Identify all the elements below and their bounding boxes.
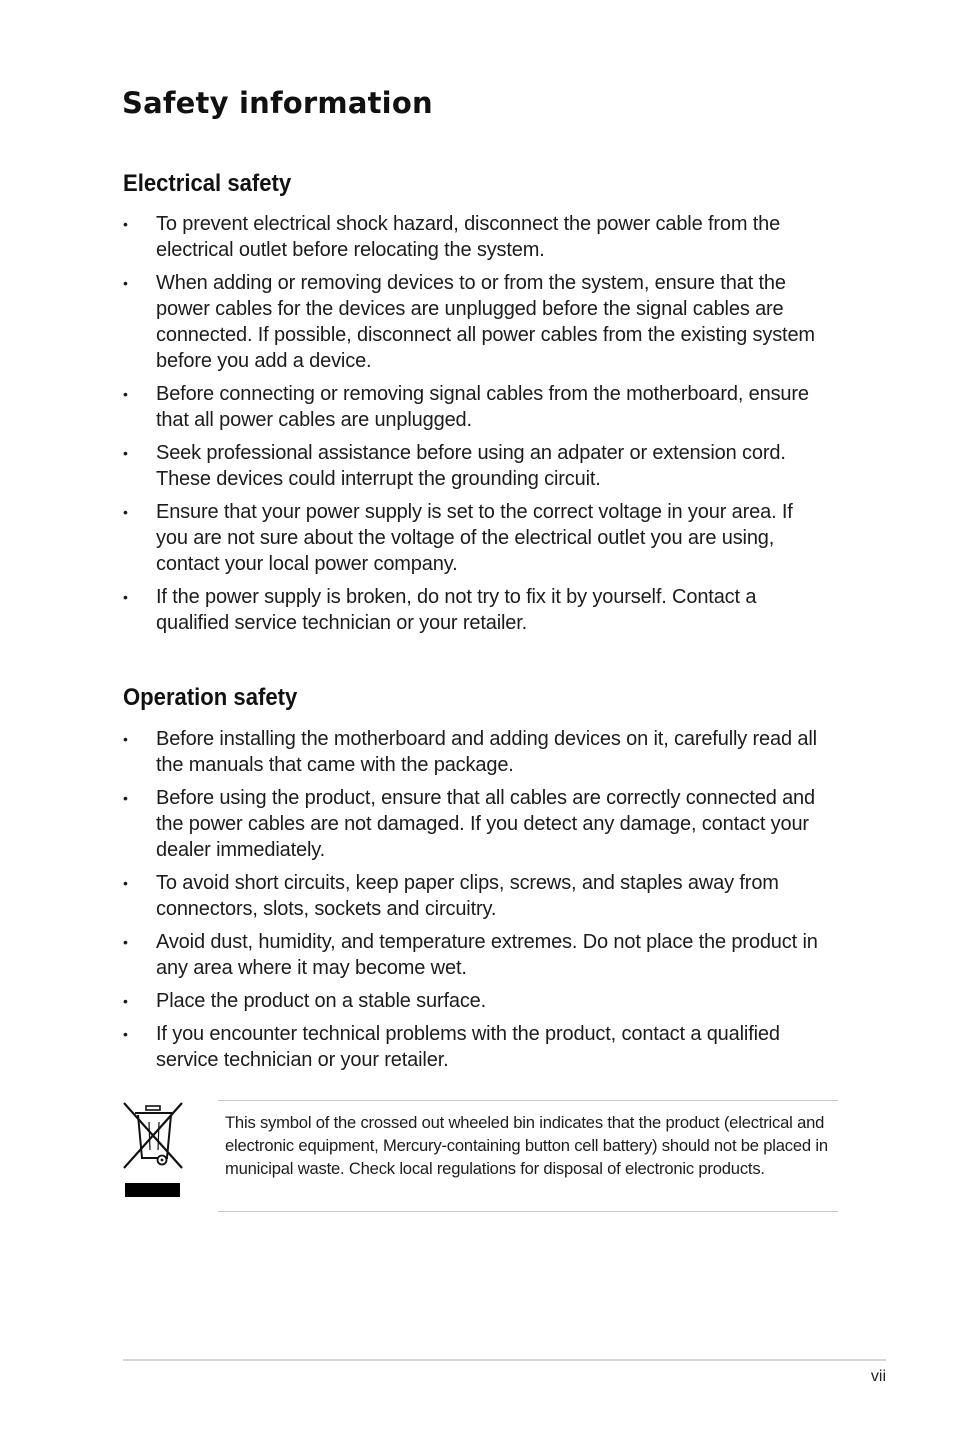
list-item [123, 1021, 823, 1073]
bullet-icon: • [123, 504, 128, 520]
disposal-notice-text: This symbol of the crossed out wheeled bin indicates that the product (electrical and electronic equipment, Mercury-containing button cell battery) should not be placed in municipal waste. Check local regulations for disposal of electronic products. [225, 1113, 828, 1178]
electrical-safety-heading: Electrical safety [123, 170, 292, 197]
list-item-text: Before using the product, ensure that all cables are correctly connected and the power cables are not damaged. If you detect any damage, contact your dealer immediately. [156, 787, 816, 861]
disposal-notice [218, 1100, 838, 1212]
crossed-out-wheeled-bin-icon [122, 1100, 184, 1198]
list-item-text: To avoid short circuits, keep paper clips, screws, and staples away from connectors, slots, sockets and circuitry. [156, 872, 779, 920]
bullet-icon: • [123, 445, 128, 461]
list-item-text: If the power supply is broken, do not try to fix it by yourself. Contact a qualified service technician or your retailer. [156, 586, 757, 634]
electrical-safety-list [123, 211, 823, 643]
list-item [123, 726, 823, 778]
list-item-text: When adding or removing devices to or from the system, ensure that the power cables for the devices are unplugged before the signal cables are connected. If possible, disconnect all power cables from the existing system before you add a device. [156, 272, 815, 372]
list-item [123, 584, 823, 636]
list-item-text: Seek professional assistance before using an adpater or extension cord. These devices could interrupt the grounding circuit. [156, 442, 786, 490]
operation-safety-heading: Operation safety [123, 684, 298, 711]
list-item [123, 270, 823, 374]
list-item [123, 440, 823, 492]
list-item-text: Before installing the motherboard and adding devices on it, carefully read all the manuals that came with the package. [156, 728, 817, 776]
bullet-icon: • [123, 216, 128, 232]
bullet-icon: • [123, 790, 128, 806]
bullet-icon: • [123, 934, 128, 950]
footer-divider [123, 1359, 886, 1361]
list-item-text: Avoid dust, humidity, and temperature extremes. Do not place the product in any area where it may become wet. [156, 931, 818, 979]
list-item-text: Ensure that your power supply is set to the correct voltage in your area. If you are not sure about the voltage of the electrical outlet you are using, contact your local power company. [156, 501, 793, 575]
bullet-icon: • [123, 386, 128, 402]
bullet-icon: • [123, 275, 128, 291]
page-title: Safety information [122, 86, 433, 120]
list-item [123, 929, 823, 981]
bullet-icon: • [123, 589, 128, 605]
bullet-icon: • [123, 1026, 128, 1042]
list-item [123, 211, 823, 263]
list-item-text: To prevent electrical shock hazard, disconnect the power cable from the electrical outlet before relocating the system. [156, 213, 781, 261]
list-item [123, 988, 823, 1014]
bullet-icon: • [123, 993, 128, 1009]
list-item [123, 785, 823, 863]
operation-safety-list [123, 726, 823, 1080]
list-item [123, 870, 823, 922]
list-item-text: Place the product on a stable surface. [156, 990, 487, 1012]
list-item [123, 499, 823, 577]
bullet-icon: • [123, 731, 128, 747]
list-item-text: Before connecting or removing signal cables from the motherboard, ensure that all power cables are unplugged. [156, 383, 809, 431]
page-number: vii [870, 1368, 886, 1385]
list-item-text: If you encounter technical problems with the product, contact a qualified service technician or your retailer. [156, 1023, 780, 1071]
list-item [123, 381, 823, 433]
bullet-icon: • [123, 875, 128, 891]
